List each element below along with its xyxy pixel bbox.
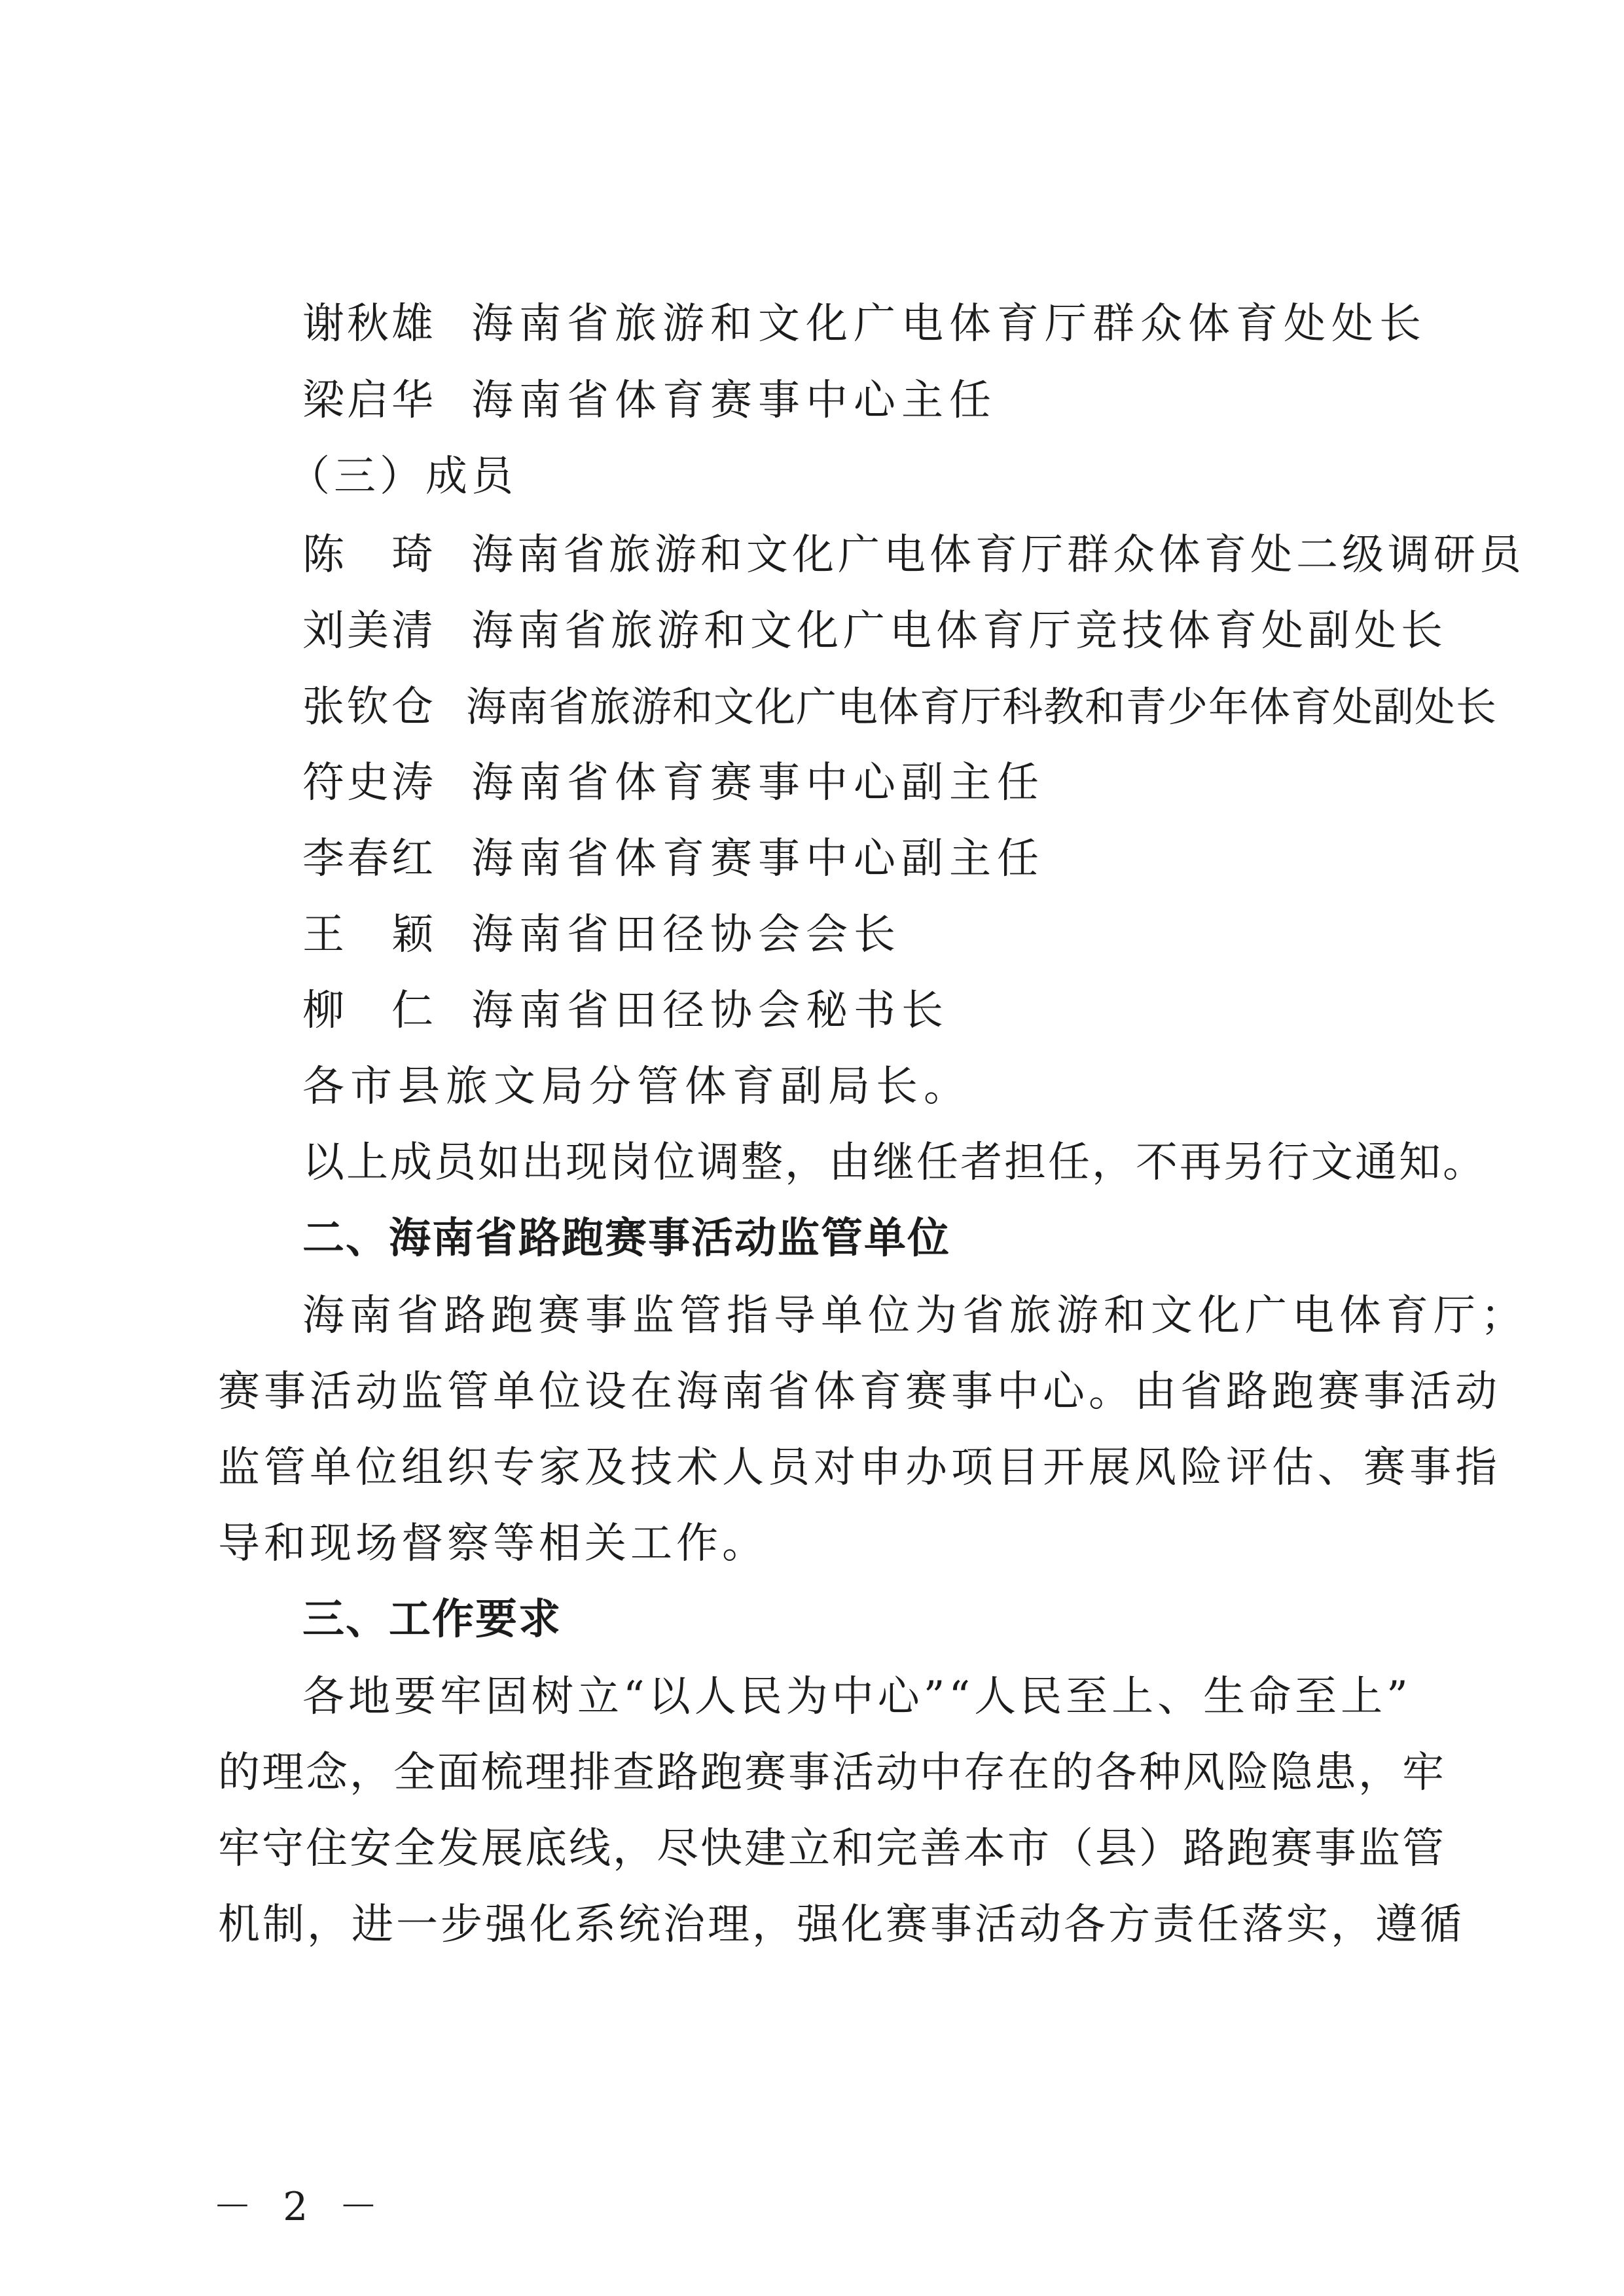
paragraph-line: 海南省路跑赛事监管指导单位为省旅游和文化广电体育厅； [302,1292,1528,1340]
members-note: 各市县旅文局分管体育副局长。 [302,1063,971,1111]
paragraph-line: 赛事活动监管单位设在海南省体育赛事中心。由省路跑赛事活动 [218,1368,1501,1416]
member-row [302,605,1447,657]
member-row [302,909,901,961]
member-title: 海南省体育赛事中心副主任 [471,759,1045,807]
member-name: 谢秋雄 [302,300,436,348]
paragraph-line: 各地要牢固树立“以人民为中心”“人民至上、生命至上” [302,1673,1412,1721]
member-name: 张钦仓 [302,683,436,731]
member-title: 海南省旅游和文化广电体育厅群众体育处二级调研员 [471,531,1525,579]
member-title: 海南省田径协会会长 [471,911,901,959]
member-name: 梁启华 [302,376,436,425]
paragraph-line: 监管单位组织专家及技术人员对申办项目开展风险评估、赛事指 [218,1444,1501,1492]
member-title: 海南省旅游和文化广电体育厅竞技体育处副处长 [471,607,1447,655]
paragraph-line: 导和现场督察等相关工作。 [218,1520,768,1568]
section-heading: 二、海南省路跑赛事活动监管单位 [302,1214,950,1263]
section-label-members: （三）成员 [288,452,517,501]
paragraph-line: 机制，进一步强化系统治理，强化赛事活动各方责任落实，遵循 [218,1901,1464,1949]
member-title: 海南省体育赛事中心主任 [471,376,997,425]
member-name: 陈 琦 [302,531,436,579]
member-row [302,374,997,427]
member-row [302,298,1427,350]
member-name: 柳 仁 [302,987,436,1035]
member-row [302,681,1497,733]
member-row [302,833,1045,885]
member-title: 海南省旅游和文化广电体育厅群众体育处处长 [471,300,1427,348]
member-row [302,529,1525,581]
paragraph-line: 的理念，全面梳理排查路跑赛事活动中存在的各种风险隐患，牢 [218,1749,1446,1797]
member-name: 李春红 [302,835,436,883]
member-name: 刘美清 [302,607,436,655]
member-name: 符史涛 [302,759,436,807]
member-title: 海南省田径协会秘书长 [471,987,949,1035]
page-number: － 2 － [213,2184,388,2230]
members-note: 以上成员如出现岗位调整，由继任者担任，不再另行文通知。 [302,1139,1487,1187]
member-name: 王 颖 [302,911,436,959]
member-title: 海南省旅游和文化广电体育厅科教和青少年体育处副处长 [466,683,1498,731]
member-title: 海南省体育赛事中心副主任 [471,835,1045,883]
member-row [302,757,1045,809]
member-row [302,985,949,1037]
section-heading: 三、工作要求 [302,1595,562,1644]
paragraph-line: 牢守住安全发展底线，尽快建立和完善本市（县）路跑赛事监管 [218,1825,1446,1873]
